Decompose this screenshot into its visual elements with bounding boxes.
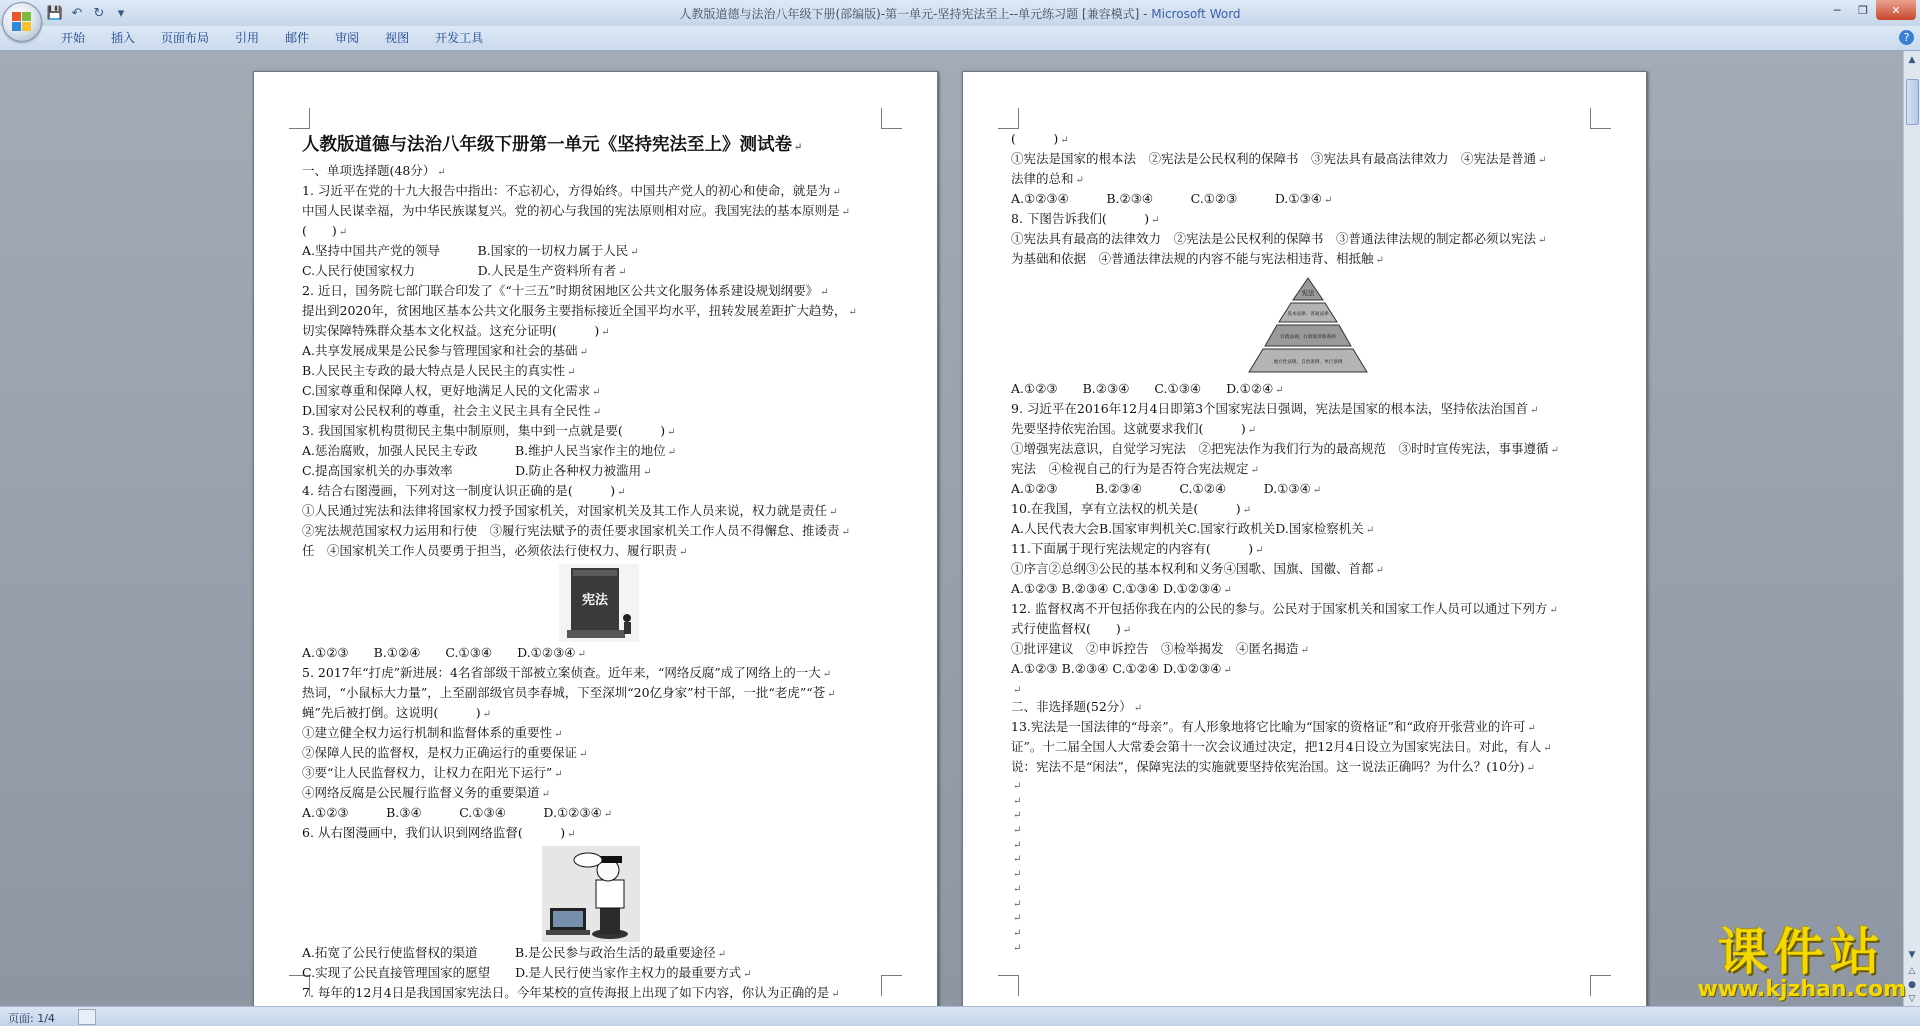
text-line: A.惩治腐败，加强人民民主专政 B.维护人民当家作主的地位 ↵ xyxy=(302,442,896,462)
text-line: ③要“让人民监督权力，让权力在阳光下运行” ↵ xyxy=(302,764,896,784)
page-2-content xyxy=(1011,130,1605,954)
next-page-icon[interactable]: ▽ xyxy=(1908,994,1916,1004)
text-line: 任 ④国家机关工作人员要勇于担当，必须依法行使权力、履行职责 ↵ xyxy=(302,542,896,562)
text-line: 宪法 ④检视自己的行为是否符合宪法规定 ↵ xyxy=(1011,460,1605,480)
previous-page-icon[interactable]: △ xyxy=(1908,966,1916,976)
page-title: 人教版道德与法治八年级下册第一单元《坚持宪法至上》测试卷 ↵ xyxy=(302,132,896,161)
crop-mark xyxy=(998,108,1019,129)
text-line: A.①②③ B.③④ C.①③④ D.①②③④ ↵ xyxy=(302,804,896,824)
text-block xyxy=(1011,380,1605,778)
text-line: 法律的总和 ↵ xyxy=(1011,170,1605,190)
text-line: 4. 结合右图漫画，下列对这一制度认识正确的是( ) ↵ xyxy=(302,482,896,502)
document-title: 人教版道德与法治八年级下册(部编版)-第一单元-坚持宪法至上--单元练习题 [兼容模式] - xyxy=(679,7,1152,21)
office-logo-icon xyxy=(12,12,32,32)
undo-icon[interactable]: ↶ xyxy=(71,5,83,21)
text-line: A.坚持中国共产党的领导 B.国家的一切权力属于人民 ↵ xyxy=(302,242,896,262)
tab-3[interactable]: 引用 xyxy=(235,31,260,45)
tab-0[interactable]: 开始 xyxy=(61,31,86,45)
internet-supervision-cartoon xyxy=(542,846,640,942)
text-line: 1. 习近平在党的十九大报告中指出：不忘初心，方得始终。中国共产党人的初心和使命，就是为 ↵ xyxy=(302,182,896,202)
empty-line[interactable] xyxy=(1011,851,1605,866)
close-icon[interactable]: ✕ xyxy=(1876,0,1916,20)
status-bar xyxy=(0,1006,1920,1026)
text-line: 先要坚持依宪治国。这就要求我们( ) ↵ xyxy=(1011,420,1605,440)
constitution-label: 宪法 xyxy=(581,593,609,608)
crop-mark xyxy=(881,108,902,129)
text-line: A.①②③ B.②③④ C.①②④ D.①③④ ↵ xyxy=(1011,480,1605,500)
text-line: A.①②③ B.①②④ C.①③④ D.①②③④ ↵ xyxy=(302,644,896,664)
office-button[interactable] xyxy=(2,2,42,42)
text-line: 11.下面属于现行宪法规定的内容有( ) ↵ xyxy=(1011,540,1605,560)
chevron-down-icon[interactable]: ▾ xyxy=(117,5,125,21)
text-line: A.人民代表大会B.国家审判机关C.国家行政机关D.国家检察机关 ↵ xyxy=(1011,520,1605,540)
scroll-thumb[interactable] xyxy=(1906,79,1919,125)
text-line: C.提高国家机关的办事效率 D.防止各种权力被滥用 ↵ xyxy=(302,462,896,482)
law-hierarchy-pyramid-image xyxy=(1247,276,1369,376)
text-line: 中国人民谋幸福，为中华民族谋复兴。党的初心与我国的宪法原则相对应。我国宪法的基本原则是 ↵ xyxy=(302,202,896,222)
empty-line[interactable] xyxy=(1011,881,1605,896)
text-line: C.国家尊重和保障人权，更好地满足人民的文化需求 ↵ xyxy=(302,382,896,402)
pyramid-level-3: 行政法规、行政规章和条例 xyxy=(1280,335,1336,340)
window-controls xyxy=(1824,0,1916,20)
crop-mark xyxy=(1590,108,1611,129)
save-icon[interactable]: 💾 xyxy=(46,5,64,21)
text-line: 6. 从右图漫画中，我们认识到网络监督( ) ↵ xyxy=(302,824,896,844)
text-line: ( ) ↵ xyxy=(302,222,896,242)
tab-5[interactable]: 审阅 xyxy=(335,31,360,45)
text-line: 8. 下图告诉我们( ) ↵ xyxy=(1011,210,1605,230)
text-line: 一、单项选择题(48分） ↵ xyxy=(302,162,896,182)
text-line: ④网络反腐是公民履行监督义务的重要渠道 ↵ xyxy=(302,784,896,804)
text-line: 式行使监督权( ) ↵ xyxy=(1011,620,1605,640)
text-line: ①序言②总纲③公民的基本权利和义务④国歌、国旗、国徽、首都 ↵ xyxy=(1011,560,1605,580)
text-line: ①增强宪法意识，自觉学习宪法 ②把宪法作为我们行为的最高规范 ③时时宣传宪法，事事遵循 ↵ xyxy=(1011,440,1605,460)
text-line: 2. 近日，国务院七部门联合印发了《“十三五”时期贫困地区公共文化服务体系建设规划纲要》 ↵ xyxy=(302,282,896,302)
text-block xyxy=(1011,130,1605,270)
empty-line[interactable] xyxy=(1011,793,1605,808)
watermark-logo xyxy=(1697,925,1906,1001)
text-line: 为基础和依据 ④普通法律法规的内容不能与宪法相违背、相抵触 ↵ xyxy=(1011,250,1605,270)
window-title xyxy=(0,5,1920,22)
help-icon[interactable]: ? xyxy=(1899,30,1914,45)
text-line: ①建立健全权力运行机制和监督体系的重要性 ↵ xyxy=(302,724,896,744)
constitution-cartoon-image xyxy=(559,564,639,642)
text-line: 二、非选择题(52分） ↵ xyxy=(1011,698,1605,718)
constitution-cartoon xyxy=(559,564,639,642)
text-line: A.①②③ B.②③④ C.①②④ D.①②③④ ↵ xyxy=(1011,660,1605,680)
title-bar xyxy=(0,0,1920,27)
text-line: ①宪法具有最高的法律效力 ②宪法是公民权利的保障书 ③普通法律法规的制定都必须以宪法 ↵ xyxy=(1011,230,1605,250)
empty-answer-lines xyxy=(1011,778,1605,954)
text-line: 7. 每年的12月4日是我国国家宪法日。今年某校的宣传海报上出现了如下内容，你认为正确的是 ↵ xyxy=(302,984,896,1004)
pyramid-level-1: 宪法 xyxy=(1301,289,1315,297)
page-1 xyxy=(253,71,938,1006)
select-browse-object-icon[interactable]: ● xyxy=(1908,980,1916,990)
text-line: A.①②③④ B.②③④ C.①②③ D.①③④ ↵ xyxy=(1011,190,1605,210)
text-block xyxy=(302,944,896,1004)
text-line: 13.宪法是一国法律的“母亲”。有人形象地将它比喻为“国家的资格证”和“政府开张营业的许可 ↵ xyxy=(1011,718,1605,738)
empty-line[interactable] xyxy=(1011,822,1605,837)
text-line: 提出到2020年，贫困地区基本公共文化服务主要指标接近全国平均水平，扭转发展差距扩大趋势， ↵ xyxy=(302,302,896,322)
internet-supervision-cartoon-image xyxy=(542,846,640,942)
text-line: A.拓宽了公民行使监督权的渠道 B.是公民参与政治生活的最重要途径 ↵ xyxy=(302,944,896,964)
text-line: ①批评建议 ②申诉控告 ③检举揭发 ④匿名揭造 ↵ xyxy=(1011,640,1605,660)
app-name: Microsoft Word xyxy=(1151,7,1241,21)
text-line: 证”。十二届全国人大常委会第十一次会议通过决定，把12月4日设立为国家宪法日。对此，有人 ↵ xyxy=(1011,738,1605,758)
document-workspace xyxy=(0,51,1904,1006)
page-1-content xyxy=(302,130,896,1004)
pyramid-level-2: 基本法律、普通法律 xyxy=(1287,312,1329,317)
text-line: A.共享发展成果是公民参与管理国家和社会的基础 ↵ xyxy=(302,342,896,362)
text-line: 10.在我国，享有立法权的机关是( ) ↵ xyxy=(1011,500,1605,520)
watermark-text: 课件站 xyxy=(1717,923,1886,981)
minimize-icon[interactable]: ─ xyxy=(1833,3,1841,17)
tab-4[interactable]: 邮件 xyxy=(285,31,310,45)
crop-mark xyxy=(998,975,1019,996)
empty-line[interactable] xyxy=(1011,778,1605,793)
text-line: A.①②③ B.②③④ C.①③④ D.①②③④ ↵ xyxy=(1011,580,1605,600)
empty-line[interactable] xyxy=(1011,940,1605,955)
text-line: C.实现了公民直接管理国家的愿望 D.是人民行使当家作主权力的最重要方式 ↵ xyxy=(302,964,896,984)
text-line: B.人民民主专政的最大特点是人民民主的真实性 ↵ xyxy=(302,362,896,382)
text-line: ①宪法是国家的根本法 ②宪法是公民权利的保障书 ③宪法具有最高法律效力 ④宪法是普通 ↵ xyxy=(1011,150,1605,170)
text-line: ②保障人民的监督权，是权力正确运行的重要保证 ↵ xyxy=(302,744,896,764)
restore-icon[interactable]: ❐ xyxy=(1858,3,1868,17)
text-line: 蝇”先后被打倒。这说明( ) ↵ xyxy=(302,704,896,724)
ribbon-tabs xyxy=(48,30,496,46)
pyramid-level-4: 地方性法规、自治条例、单行条例 xyxy=(1273,360,1343,365)
proofing-icon[interactable] xyxy=(78,1009,96,1025)
text-line: 切实保障特殊群众基本文化权益。这充分证明( ) ↵ xyxy=(302,322,896,342)
tab-6[interactable]: 视图 xyxy=(385,31,410,45)
crop-mark xyxy=(289,108,310,129)
text-block xyxy=(302,162,896,562)
tab-7[interactable]: 开发工具 xyxy=(435,31,484,45)
text-line: ①人民通过宪法和法律将国家权力授予国家机关，对国家机关及其工作人员来说，权力就是责任 ↵ xyxy=(302,502,896,522)
page-2 xyxy=(962,71,1647,1006)
text-block xyxy=(302,644,896,844)
text-line: 5. 2017年“打虎”新进展：4名省部级干部被立案侦查。近年来，“网络反腐”成了网络上的一大 ↵ xyxy=(302,664,896,684)
empty-line[interactable] xyxy=(1011,837,1605,852)
text-line: ②宪法规范国家权力运用和行使 ③履行宪法赋予的责任要求国家机关工作人员不得懈怠、推诿责 ↵ xyxy=(302,522,896,542)
ribbon xyxy=(0,26,1920,51)
redo-icon[interactable]: ↻ xyxy=(93,5,105,21)
text-line: 3. 我国国家机构贯彻民主集中制原则，集中到一点就是要( ) ↵ xyxy=(302,422,896,442)
empty-line[interactable] xyxy=(1011,807,1605,822)
crop-mark xyxy=(1590,975,1611,996)
empty-line[interactable] xyxy=(1011,925,1605,940)
law-hierarchy-pyramid xyxy=(1247,276,1369,376)
scroll-down-icon[interactable]: ▼ xyxy=(1908,950,1916,960)
empty-line[interactable] xyxy=(1011,910,1605,925)
tab-1[interactable]: 插入 xyxy=(111,31,136,45)
text-line: A.①②③ B.②③④ C.①③④ D.①②④ ↵ xyxy=(1011,380,1605,400)
vertical-scrollbar[interactable] xyxy=(1903,51,1920,1006)
text-line: 9. 习近平在2016年12月4日即第3个国家宪法日强调，宪法是国家的根本法，坚持依法治国首 ↵ xyxy=(1011,400,1605,420)
text-line: 12. 监督权离不开包括你我在内的公民的参与。公民对于国家机关和国家工作人员可以通过下列方 ↵ xyxy=(1011,600,1605,620)
text-line: D.国家对公民权利的尊重，社会主义民主具有全民性 ↵ xyxy=(302,402,896,422)
text-line: 说：宪法不是“闲法”，保障宪法的实施就要坚持依宪治国。这一说法正确吗？为什么？(10分) ↵ xyxy=(1011,758,1605,778)
empty-line[interactable] xyxy=(1011,866,1605,881)
watermark-url: www.kjzhan.com xyxy=(1697,977,1906,1002)
empty-line[interactable] xyxy=(1011,896,1605,911)
scroll-up-icon[interactable]: ▲ xyxy=(1908,55,1916,65)
text-line: C.人民行使国家权力 D.人民是生产资料所有者 ↵ xyxy=(302,262,896,282)
page-indicator[interactable]: 页面: 1/4 xyxy=(8,1012,55,1025)
text-line: ( ) ↵ xyxy=(1011,130,1605,150)
text-line: 热词，“小鼠标大力量”，上至副部级官员李春城，下至深圳“20亿身家”村干部，一批“老虎”“苍 ↵ xyxy=(302,684,896,704)
tab-2[interactable]: 页面布局 xyxy=(161,31,210,45)
text-line xyxy=(1011,680,1605,698)
